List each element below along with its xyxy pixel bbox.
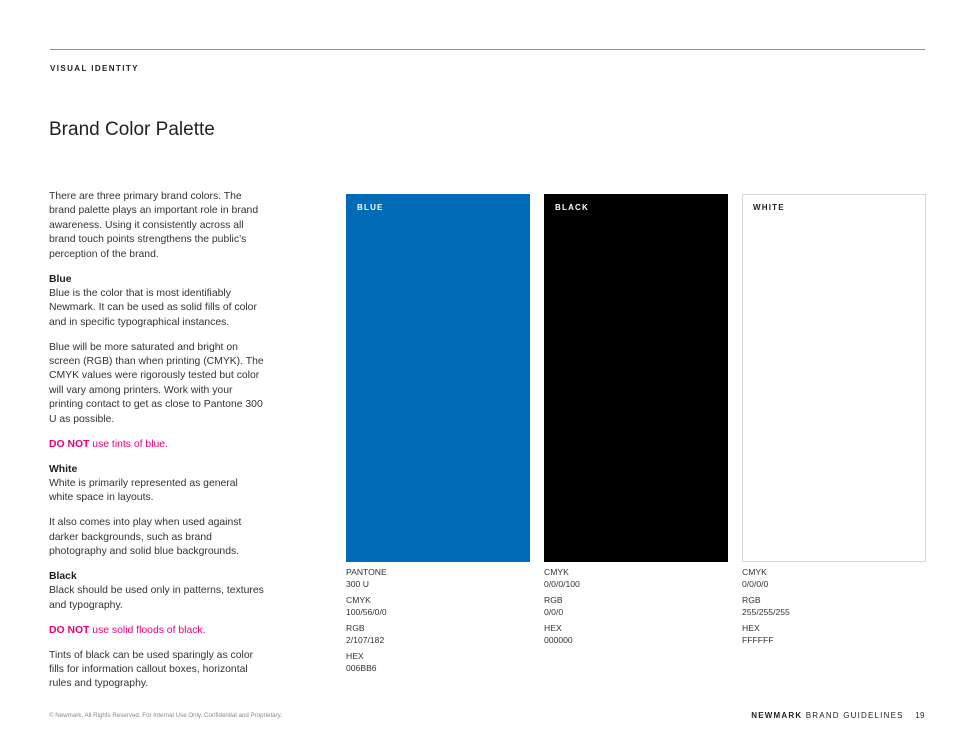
spec-item — [742, 595, 926, 618]
spec-value: 006BB6 — [346, 662, 377, 673]
spec-item — [346, 623, 530, 646]
spec-value: 0/0/0 — [544, 606, 564, 617]
blue-text-2: Blue will be more saturated and bright on screen (RGB) than when printing (CMYK). The CMYK values were rigorously tested but color will vary among printers. Work with your printing contact to get as close to Pantone 300 U as possible. — [49, 341, 264, 425]
spec-item — [346, 651, 530, 674]
blue-warning-strong: DO NOT — [49, 438, 90, 450]
spec-key: CMYK — [346, 595, 371, 605]
blue-swatch-label: BLUE — [357, 203, 384, 212]
spec-value: 2/107/182 — [346, 634, 385, 645]
blue-specs — [346, 567, 530, 679]
spec-key: CMYK — [544, 567, 569, 577]
spec-value: FFFFFF — [742, 634, 774, 645]
body-text-column — [49, 190, 264, 702]
spec-item — [544, 567, 728, 590]
section-label: VISUAL IDENTITY — [50, 64, 139, 73]
footer-brand: NEWMARK — [751, 711, 803, 720]
blue-heading: Blue — [49, 273, 72, 285]
white-swatch-label: WHITE — [753, 203, 785, 212]
footer-brand-line — [751, 711, 925, 720]
white-section — [49, 463, 264, 506]
black-heading: Black — [49, 570, 77, 582]
spec-value: 100/56/0/0 — [346, 606, 387, 617]
black-warning-strong: DO NOT — [49, 624, 90, 636]
footer-copyright: © Newmark. All Rights Reserved. For Internal Use Only. Confidential and Proprietary. — [49, 712, 283, 719]
spec-item — [742, 567, 926, 590]
spec-key: HEX — [544, 623, 562, 633]
intro-paragraph: There are three primary brand colors. The brand palette plays an important role in brand awareness. Using it consistently across all brand touch points strengthens the public’s perception of the brand. — [49, 191, 259, 260]
spec-value: 255/255/255 — [742, 606, 790, 617]
white-text-1: White is primarily represented as general white space in layouts. — [49, 477, 238, 504]
black-warning-rest: use solid floods of black. — [89, 624, 206, 636]
blue-warning-rest: use tints of blue. — [89, 438, 168, 450]
white-heading: White — [49, 463, 78, 475]
black-specs — [544, 567, 728, 651]
black-swatch — [544, 194, 728, 562]
spec-key: RGB — [544, 595, 563, 605]
black-section — [49, 570, 264, 613]
spec-value: 0/0/0/100 — [544, 578, 580, 589]
spec-value: 300 U — [346, 578, 369, 589]
black-swatch-label: BLACK — [555, 203, 589, 212]
spec-value: 000000 — [544, 634, 573, 645]
top-rule — [50, 49, 925, 50]
page-number: 19 — [915, 711, 925, 720]
blue-swatch — [346, 194, 530, 562]
spec-item — [544, 623, 728, 646]
blue-warning — [49, 438, 264, 452]
black-warning — [49, 624, 264, 638]
black-text-1: Black should be used only in patterns, textures and typography. — [49, 585, 264, 611]
footer-guide: BRAND GUIDELINES — [805, 711, 904, 720]
spec-key: HEX — [742, 623, 760, 633]
spec-key: CMYK — [742, 567, 767, 577]
black-text-2: Tints of black can be used sparingly as color fills for information callout boxes, horizontal rules and typography. — [49, 649, 254, 690]
spec-value: 0/0/0/0 — [742, 578, 769, 589]
spec-key: RGB — [346, 623, 365, 633]
white-specs — [742, 567, 926, 651]
spec-item — [346, 595, 530, 618]
blue-section — [49, 273, 264, 331]
spec-item — [346, 567, 530, 590]
spec-key: PANTONE — [346, 567, 387, 577]
white-text-2: It also comes into play when used against darker backgrounds, such as brand photography and solid blue backgrounds. — [49, 517, 242, 558]
spec-key: RGB — [742, 595, 761, 605]
white-swatch — [742, 194, 926, 562]
spec-key: HEX — [346, 651, 364, 661]
spec-item — [742, 623, 926, 646]
blue-text-1: Blue is the color that is most identifiably Newmark. It can be used as solid fills of color and in specific typographical instances. — [49, 287, 257, 328]
spec-item — [544, 595, 728, 618]
page-title: Brand Color Palette — [49, 119, 215, 140]
